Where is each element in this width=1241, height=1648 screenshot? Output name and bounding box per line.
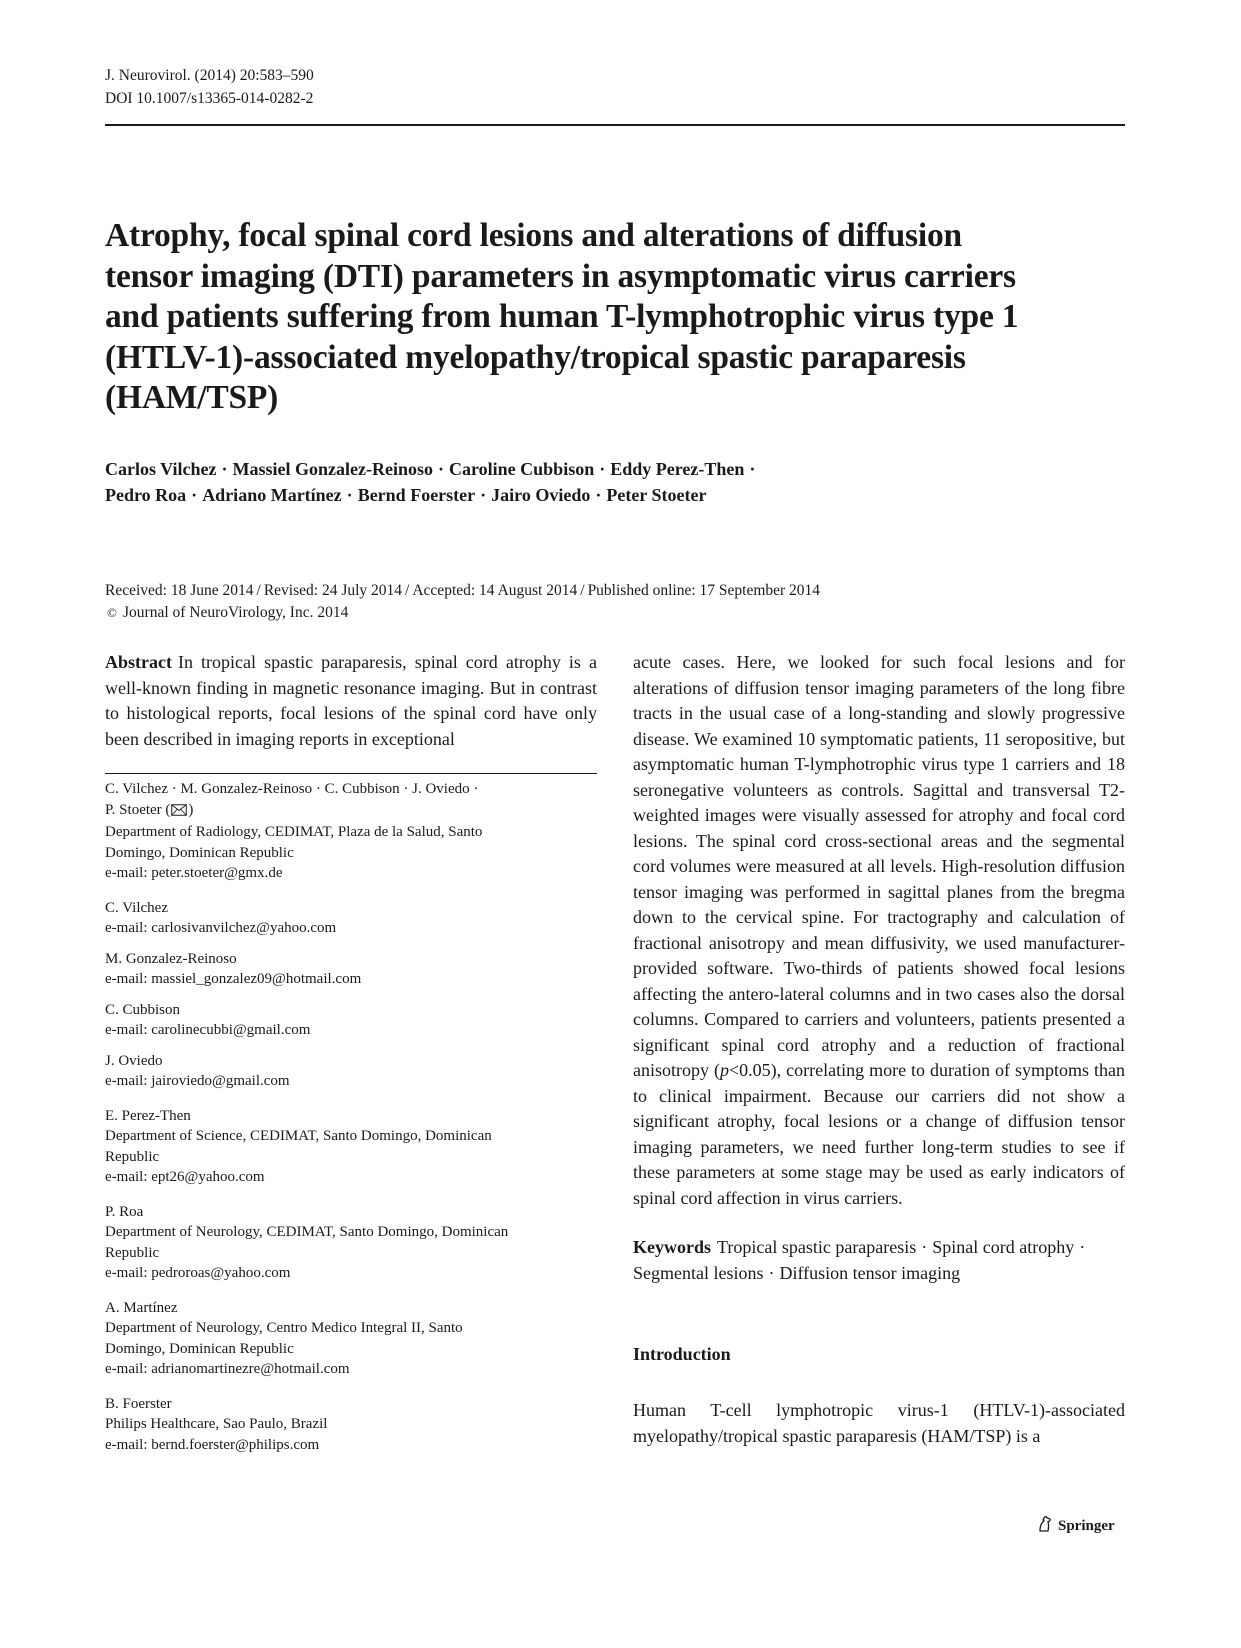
abstract-text-left: In tropical spastic paraparesis, spinal cord atrophy is a well-known finding in magnetic resonance imaging. But in contrast to histological reports, focal lesions of the spinal cord have only been described in imaging reports in exceptional xyxy=(105,652,597,749)
keyword-separator: · xyxy=(921,1237,928,1257)
revised-date: Revised: 24 July 2014 xyxy=(263,582,403,599)
affiliation-names-cont: P. Stoeter ( xyxy=(105,801,171,818)
dates-row xyxy=(105,580,1125,602)
author-separator: · xyxy=(749,459,756,479)
author: Caroline Cubbison xyxy=(449,459,595,479)
keyword-separator: · xyxy=(768,1262,775,1283)
title-line: tensor imaging (DTI) parameters in asymptomatic virus carriers xyxy=(105,257,1016,295)
journal-citation: J. Neurovirol. (2014) 20:583–590 xyxy=(105,67,314,84)
received-date: Received: 18 June 2014 xyxy=(105,582,254,599)
keyword: Segmental lesions xyxy=(633,1262,764,1283)
author: Eddy Perez-Then xyxy=(610,459,745,479)
affiliation-department: Department of Neurology, Centro Medico Integral II, Santo xyxy=(105,1320,463,1336)
copyright-symbol: © xyxy=(107,605,117,620)
keyword-separator: · xyxy=(1079,1237,1086,1257)
affiliation-email[interactable]: e-mail: carlosivanvilchez@yahoo.com xyxy=(105,920,337,936)
keyword: Diffusion tensor imaging xyxy=(779,1262,961,1283)
affiliation-name: C. Vilchez xyxy=(105,899,168,916)
doi: DOI 10.1007/s13365-014-0282-2 xyxy=(105,90,314,107)
date-separator: / xyxy=(580,582,585,599)
footnote-rule xyxy=(105,773,597,774)
affiliation-name: J. Oviedo xyxy=(105,1052,163,1069)
affiliation-gonzalez xyxy=(105,949,597,990)
affiliation-martinez xyxy=(105,1298,597,1380)
publisher-name: Springer xyxy=(1058,1518,1115,1534)
affiliation-department: Department of Neurology, CEDIMAT, Santo Domingo, Dominican xyxy=(105,1224,509,1240)
affiliation-email[interactable]: e-mail: peter.stoeter@gmx.de xyxy=(105,865,283,881)
affiliations xyxy=(105,779,597,1465)
affiliation-department: Domingo, Dominican Republic xyxy=(105,1340,294,1357)
title-line: Atrophy, focal spinal cord lesions and alterations of diffusion xyxy=(105,217,962,254)
abstract-paragraph xyxy=(105,650,597,752)
author-separator: · xyxy=(480,485,487,505)
keyword: Spinal cord atrophy xyxy=(932,1237,1075,1257)
affiliation-email[interactable]: e-mail: pedroroas@yahoo.com xyxy=(105,1265,291,1281)
affiliation-email[interactable]: e-mail: ept26@yahoo.com xyxy=(105,1169,265,1185)
author-separator: · xyxy=(595,485,602,505)
springer-horse-icon xyxy=(1036,1515,1054,1538)
author: Jairo Oviedo xyxy=(491,485,591,505)
affiliation-foerster xyxy=(105,1394,597,1456)
affiliation-roa xyxy=(105,1202,597,1284)
affiliation-vilchez xyxy=(105,898,597,939)
title-line: (HAM/TSP) xyxy=(105,379,279,416)
affiliation-names-line xyxy=(105,800,597,823)
author: Bernd Foerster xyxy=(357,485,476,505)
affiliation-name: P. Roa xyxy=(105,1203,144,1220)
header-rule xyxy=(105,124,1125,126)
abstract-continued xyxy=(633,650,1125,1211)
accepted-date: Accepted: 14 August 2014 xyxy=(412,582,578,599)
keywords xyxy=(633,1235,1125,1286)
affiliation-email[interactable]: e-mail: carolinecubbi@gmail.com xyxy=(105,1022,311,1038)
introduction-text: Human T-cell lymphotropic virus-1 (HTLV-1)-associated myelopathy/tropical spastic paraparesis (HAM/TSP) is a xyxy=(633,1400,1125,1446)
author-separator: · xyxy=(437,459,444,479)
affiliation-perez xyxy=(105,1106,597,1188)
date-separator: / xyxy=(256,582,261,599)
affiliation-cubbison xyxy=(105,1000,597,1041)
date-separator: / xyxy=(405,582,410,599)
author-separator: · xyxy=(599,459,606,479)
author-line xyxy=(105,456,1125,482)
affiliation-name: E. Perez-Then xyxy=(105,1107,191,1124)
abstract-text-right-1: acute cases. Here, we looked for such focal lesions and for alterations of diffusion tensor imaging parameters of the long fibre tracts in the usual case of a long-standing and slowly progressive disease. We examined 10 symptomatic patients, 11 seropositive, but asymptomatic human T-lymphotrophic virus type 1 carriers and 18 seronegative volunteers as controls. Sagittal and transversal T2-weighted images were visually assessed for atrophy and focal cord lesions. The spinal cord cross-sectional areas and the segmental cord volumes were measured at all levels. High-resolution diffusion tensor imaging was performed in sagittal planes from the bregma down to the cervical spine. For tractography and calculation of fractional anisotropy and mean diffusivity, we used manufacturer-provided software. Two-thirds of patients showed focal lesions affecting the antero-lateral columns and in two cases also the dorsal columns. Compared to carriers and volunteers, patients presented a significant spinal cord atrophy and a reduction of fractional anisotropy ( xyxy=(633,652,1125,1080)
affiliation-name: C. Cubbison xyxy=(105,1001,181,1018)
affiliation-email[interactable]: e-mail: adrianomartinezre@hotmail.com xyxy=(105,1361,350,1377)
p-value: <0.05 xyxy=(728,1060,771,1080)
publisher-logo xyxy=(1036,1515,1115,1538)
p-symbol: p xyxy=(719,1060,729,1080)
keywords-label: Keywords xyxy=(633,1237,711,1257)
affiliation-email[interactable]: e-mail: jairoviedo@gmail.com xyxy=(105,1073,290,1089)
published-date: Published online: 17 September 2014 xyxy=(587,582,821,599)
author-line xyxy=(105,482,1125,508)
abstract-label: Abstract xyxy=(105,652,172,672)
affiliation-main xyxy=(105,779,597,884)
affiliation-names-end: ) xyxy=(188,801,194,818)
affiliation-department: Republic xyxy=(105,1148,160,1165)
title-line: and patients suffering from human T-lymphotrophic virus type 1 xyxy=(105,298,1019,335)
affiliation-email[interactable]: e-mail: bernd.foerster@philips.com xyxy=(105,1436,320,1453)
article-title xyxy=(105,216,1135,419)
affiliation-names: C. Vilchez · M. Gonzalez-Reinoso · C. Cubbison · J. Oviedo · xyxy=(105,781,479,797)
right-column xyxy=(633,650,1125,1449)
affiliation-department: Department of Radiology, CEDIMAT, Plaza de la Salud, Santo xyxy=(105,824,483,840)
affiliation-email[interactable]: e-mail: massiel_gonzalez09@hotmail.com xyxy=(105,971,362,987)
affiliation-department: Republic xyxy=(105,1244,160,1261)
author: Peter Stoeter xyxy=(606,485,707,505)
affiliation-department: Department of Science, CEDIMAT, Santo Domingo, Dominican xyxy=(105,1128,492,1144)
affiliation-oviedo xyxy=(105,1051,597,1092)
left-column xyxy=(105,650,597,752)
copyright-holder: Journal of NeuroVirology, Inc. 2014 xyxy=(123,604,349,621)
abstract-text-right-2: ), correlating more to duration of symptoms than to clinical impairment. Because our carriers did not show a significant atrophy, focal lesions or a change of diffusion tensor imaging parameters, we need further long-term studies to see if these parameters at some stage may be used as early indicators of spinal cord affection in virus carriers. xyxy=(633,1060,1126,1208)
affiliation-name: A. Martínez xyxy=(105,1299,178,1316)
author: Adriano Martínez xyxy=(202,485,342,505)
affiliation-name: B. Foerster xyxy=(105,1395,172,1412)
affiliation-department: Philips Healthcare, Sao Paulo, Brazil xyxy=(105,1416,328,1432)
keyword: Tropical spastic paraparesis xyxy=(717,1237,917,1257)
author-list xyxy=(105,456,1125,508)
author-separator: · xyxy=(221,459,228,479)
affiliation-name: M. Gonzalez-Reinoso xyxy=(105,950,237,967)
author: Pedro Roa xyxy=(105,485,187,505)
title-line: (HTLV-1)-associated myelopathy/tropical spastic paraparesis xyxy=(105,338,966,376)
copyright-row xyxy=(105,602,1125,624)
author-separator: · xyxy=(346,485,353,505)
publication-dates xyxy=(105,580,1125,624)
affiliation-department: Domingo, Dominican Republic xyxy=(105,844,294,861)
author: Massiel Gonzalez-Reinoso xyxy=(232,459,433,479)
introduction-heading: Introduction xyxy=(633,1344,731,1364)
author: Carlos Vilchez xyxy=(105,459,217,479)
envelope-icon xyxy=(171,802,187,823)
author-separator: · xyxy=(191,485,198,505)
